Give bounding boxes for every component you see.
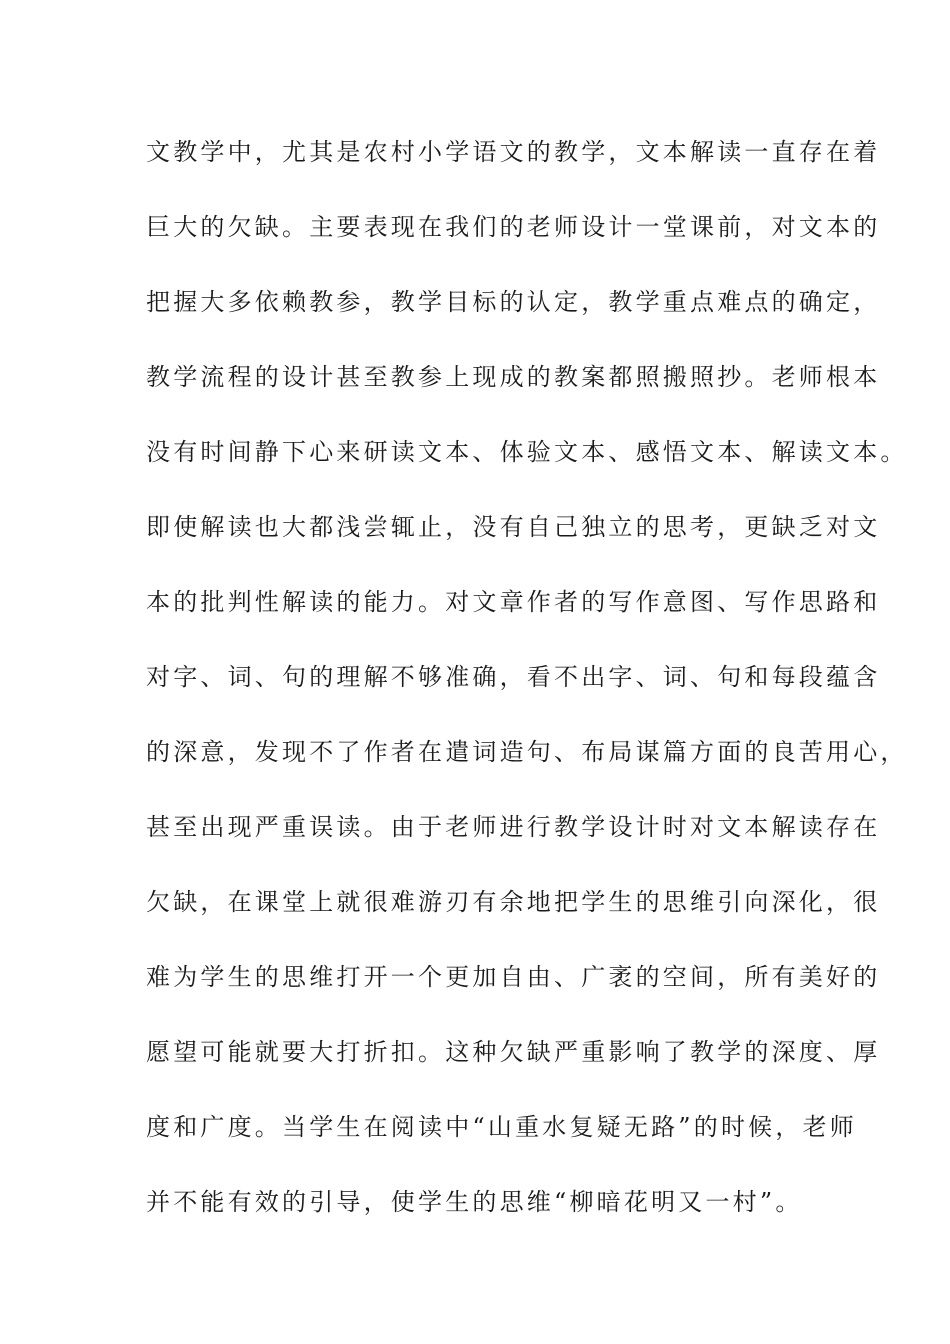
text-line: 欠缺，在课堂上就很难游刃有余地把学生的思维引向深化，很	[146, 888, 881, 916]
body-paragraph	[146, 132, 908, 1257]
text-line: 文教学中，尤其是农村小学语文的教学，文本解读一直存在着	[146, 138, 881, 166]
text-line: 对字、词、句的理解不够准确，看不出字、词、句和每段蕴含	[146, 663, 881, 691]
text-line: 甚至出现严重误读。由于老师进行教学设计时对文本解读存在	[146, 813, 881, 841]
text-line: 度和广度。当学生在阅读中“山重水复疑无路”的时候，老师	[146, 1113, 857, 1141]
text-line: 愿望可能就要大打折扣。这种欠缺严重影响了教学的深度、厚	[146, 1038, 881, 1066]
text-line: 难为学生的思维打开一个更加自由、广袤的空间，所有美好的	[146, 963, 881, 991]
text-line: 的深意，发现不了作者在遣词造句、布局谋篇方面的良苦用心，	[146, 738, 908, 766]
text-line: 并不能有效的引导，使学生的思维“柳暗花明又一村”。	[146, 1188, 803, 1216]
text-line: 本的批判性解读的能力。对文章作者的写作意图、写作思路和	[146, 588, 881, 616]
text-line: 教学流程的设计甚至教参上现成的教案都照搬照抄。老师根本	[146, 363, 881, 391]
text-line: 把握大多依赖教参，教学目标的认定，教学重点难点的确定，	[146, 288, 881, 316]
text-line: 巨大的欠缺。主要表现在我们的老师设计一堂课前，对文本的	[146, 213, 881, 241]
text-line: 没有时间静下心来研读文本、体验文本、感悟文本、解读文本。	[146, 438, 908, 466]
text-line: 即使解读也大都浅尝辄止，没有自己独立的思考，更缺乏对文	[146, 513, 881, 541]
